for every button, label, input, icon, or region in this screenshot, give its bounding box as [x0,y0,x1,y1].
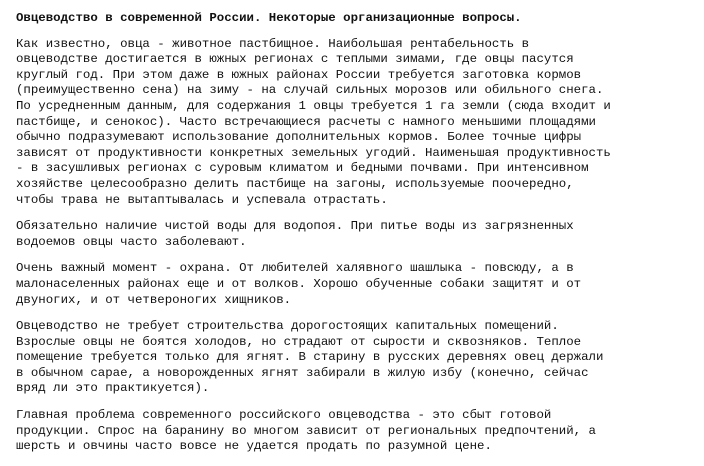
text-line: двуногих, и от четвероногих хищников. [16,292,292,307]
text-line: водоемов овцы часто заболевают. [16,234,247,249]
text-line: пастбище, и сенокос). Часто встречающиеся расчеты с намного меньшими площадями [16,114,596,129]
text-line: По усредненным данным, для содержания 1 овцы требуется 1 га земли (сюда входит и [16,98,611,113]
text-line: шерсть и овчины часто вовсе не удается продать по разумной цене. [16,439,492,454]
text-line: помещение требуется только для ягнят. В старину в русских деревнях овец держали [16,350,604,365]
text-line: (преимущественно сена) на зиму - на случай сильных морозов или обильного снега. [16,83,604,98]
paragraph [16,319,702,397]
text-line: Очень важный момент - охрана. От любителей халявного шашлыка - повсюду, а в [16,261,574,276]
text-line: Главная проблема современного российского овцеводства - это сбыт готовой [16,408,552,423]
text-line: вряд ли это практикуется). [16,381,210,396]
text-line: малонаселенных районах еще и от волков. Хорошо обученные собаки защитят и от [16,276,582,291]
paragraph [16,261,702,308]
text-line: в обычном сарае, а новорожденных ягнят забирали в жилую избу (конечно, сейчас [16,365,589,380]
text-line: Взрослые овцы не боятся холодов, но страдают от сырости и сквозняков. Теплое [16,334,582,349]
text-line: Обязательно наличие чистой воды для водопоя. При питье воды из загрязненных [16,219,574,234]
document-title: Овцеводство в современной России. Некоторые организационные вопросы. [16,11,522,25]
text-line: Овцеводство не требует строительства дорогостоящих капитальных помещений. [16,319,559,334]
paragraph [16,37,702,209]
paragraph [16,219,702,250]
text-line: круглый год. При этом даже в южных районах России требуется заготовка кормов [16,67,582,82]
text-line: чтобы трава не вытаптывалась и успевала отрастать. [16,192,388,207]
paragraph [16,408,702,455]
text-line: овцеводстве достигается в южных регионах с теплыми зимами, где овцы пасутся [16,52,574,67]
text-line: зависят от продуктивности конкретных земельных угодий. Наименьшая продуктивность [16,145,611,160]
text-line: Как известно, овца - животное пастбищное. Наибольшая рентабельность в [16,36,530,51]
text-line: - в засушливых регионах с суровым климатом и бедными почвами. При интенсивном [16,161,589,176]
text-line: обычно подразумевают использование дополнительных кормов. Более точные цифры [16,130,582,145]
text-line: хозяйстве целесообразно делить пастбище на загоны, используемые поочередно, [16,176,574,191]
text-line: продукции. Спрос на баранину во многом зависит от региональных предпочтений, а [16,423,596,438]
document [16,0,702,466]
